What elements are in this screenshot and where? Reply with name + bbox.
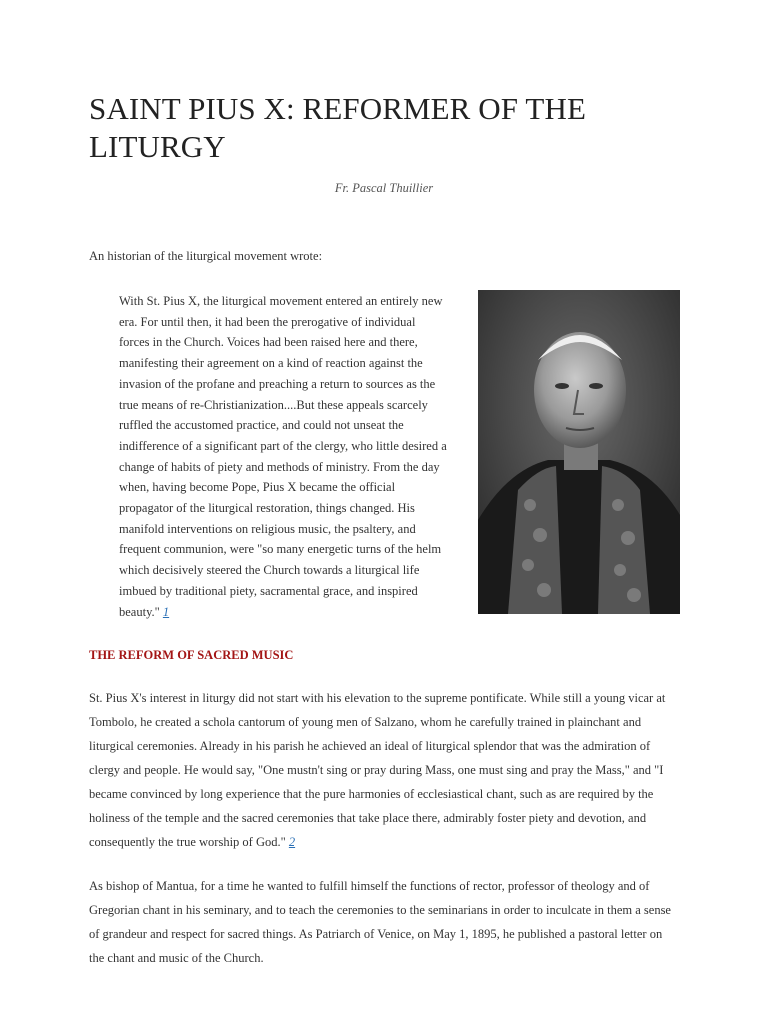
body-paragraph: As bishop of Mantua, for a time he wanted to fulfill himself the functions of rector, professor of theology and of Gregorian chant in his seminary, and to teach the ceremonies to the seminarians in order to inculcate in them a sense of grandeur and respect for sacred things. As Patriarch of Venice, on May 1, 1895, he published a pastoral letter on the chant and music of the Church.: [89, 879, 671, 965]
quote-text: With St. Pius X, the liturgical movement entered an entirely new era. For until then, it had been the prerogative of individual forces in the Church. Voices had been raised here and there, manifesting their agreement on a kind of reaction against the invasion of the profane and preaching a return to sources as the true means of re-Christianization....But these appeals scarcely ruffled the accustomed practice, and could not unseat the indifference of a significant part of the clergy, who little desired a change of habits of piety and methods of ministry. From the day when, having become Pope, Pius X became the official propagator of the liturgical restoration, things changed. His manifold interventions on religious music, the psaltery, and frequent communion, were "so many energetic turns of the helm which decisively steered the Church towards a liturgical life imbued by traditional piety, sacramental grace, and inspired beauty.": [119, 294, 447, 619]
footnote-link-2[interactable]: 2: [288, 835, 296, 849]
block-quote: [119, 291, 449, 622]
paragraph-text: St. Pius X's interest in liturgy did not start with his elevation to the supreme pontificate. While still a young vicar at Tombolo, he created a schola cantorum of young men of Salzano, whom he carefully trained in plainchant and liturgical ceremonies. Already in his parish he achieved an ideal of liturgical splendor that was the admiration of clergy and people. He would say, "One mustn't sing or pray during Mass, one must sing and pray the Mass," and "I became convinced by long experience that the pure harmonies of ecclesiastical chant, such as are required by the holiness of the temple and the sacred ceremonies that take place there, admirably foster piety and devotion, and consequently the true worship of God.": [89, 691, 666, 849]
portrait-photo: [478, 290, 680, 614]
body-paragraph: [89, 686, 677, 854]
intro-text: An historian of the liturgical movement wrote:: [89, 249, 323, 263]
footnote-link-1[interactable]: 1: [162, 604, 170, 619]
article-author: Fr. Pascal Thuillier: [334, 181, 434, 195]
article-title: SAINT PIUS X: REFORMER OF THE LITURGY: [89, 91, 586, 164]
section-heading: THE REFORM OF SACRED MUSIC: [89, 648, 294, 662]
